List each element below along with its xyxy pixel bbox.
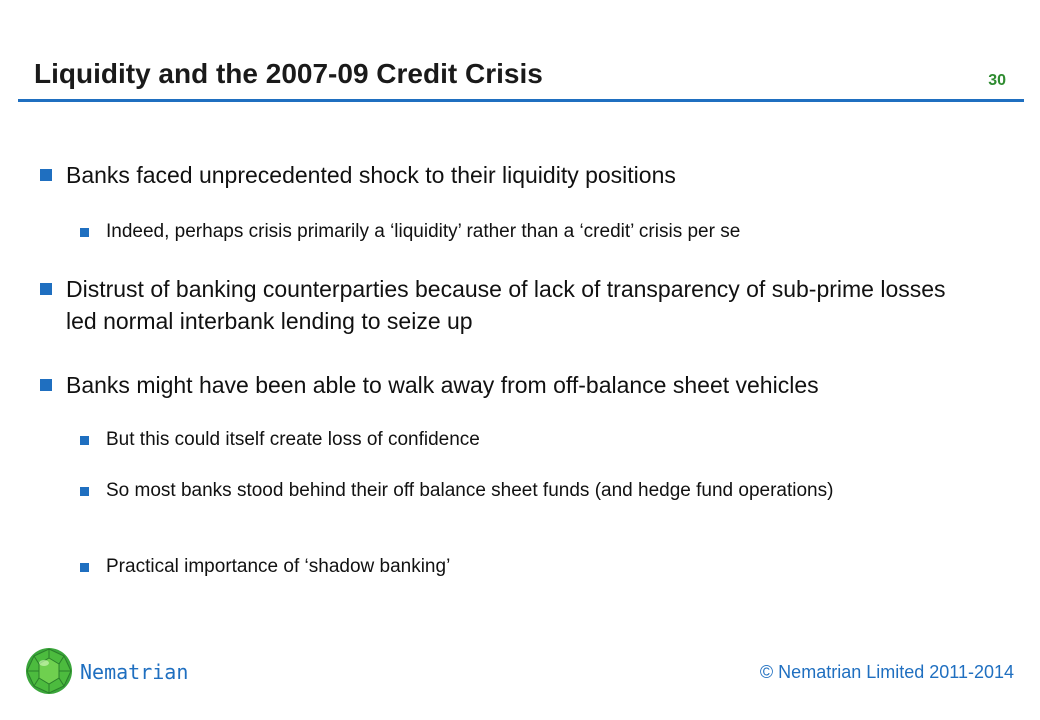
square-bullet-icon bbox=[80, 487, 89, 496]
square-bullet-icon bbox=[40, 169, 52, 181]
bullet-text: Banks faced unprecedented shock to their liquidity positions bbox=[66, 162, 676, 188]
bullet-item-level2 bbox=[80, 553, 960, 581]
bullet-item-level2 bbox=[80, 477, 960, 505]
square-bullet-icon bbox=[80, 436, 89, 445]
footer-copyright: © Nematrian Limited 2011-2014 bbox=[759, 662, 1014, 682]
bullet-text: Practical importance of ‘shadow banking’ bbox=[106, 556, 451, 577]
green-polyhedron-icon bbox=[24, 646, 74, 696]
bullet-item-level1 bbox=[40, 273, 960, 337]
title-divider bbox=[18, 99, 1024, 102]
bullet-text: Indeed, perhaps crisis primarily a ‘liquidity’ rather than a ‘credit’ crisis per se bbox=[106, 221, 741, 242]
page-number: 30 bbox=[988, 72, 1006, 89]
square-bullet-icon bbox=[80, 563, 89, 572]
footer-brand: Nematrian bbox=[80, 660, 189, 684]
bullet-item-level1 bbox=[40, 159, 960, 191]
bullet-text: Banks might have been able to walk away from off-balance sheet vehicles bbox=[66, 372, 819, 398]
bullet-text: But this could itself create loss of confidence bbox=[106, 429, 480, 450]
square-bullet-icon bbox=[40, 283, 52, 295]
bullet-item-level2 bbox=[80, 426, 960, 454]
slide-title: Liquidity and the 2007-09 Credit Crisis bbox=[34, 58, 543, 89]
square-bullet-icon bbox=[40, 379, 52, 391]
bullet-item-level2 bbox=[80, 218, 960, 246]
bullet-text: So most banks stood behind their off balance sheet funds (and hedge fund operations) bbox=[106, 480, 834, 501]
square-bullet-icon bbox=[80, 228, 89, 237]
bullet-item-level1 bbox=[40, 369, 960, 401]
bullet-text: Distrust of banking counterparties because of lack of transparency of sub-prime losses led normal interbank lending to seize up bbox=[66, 276, 946, 334]
